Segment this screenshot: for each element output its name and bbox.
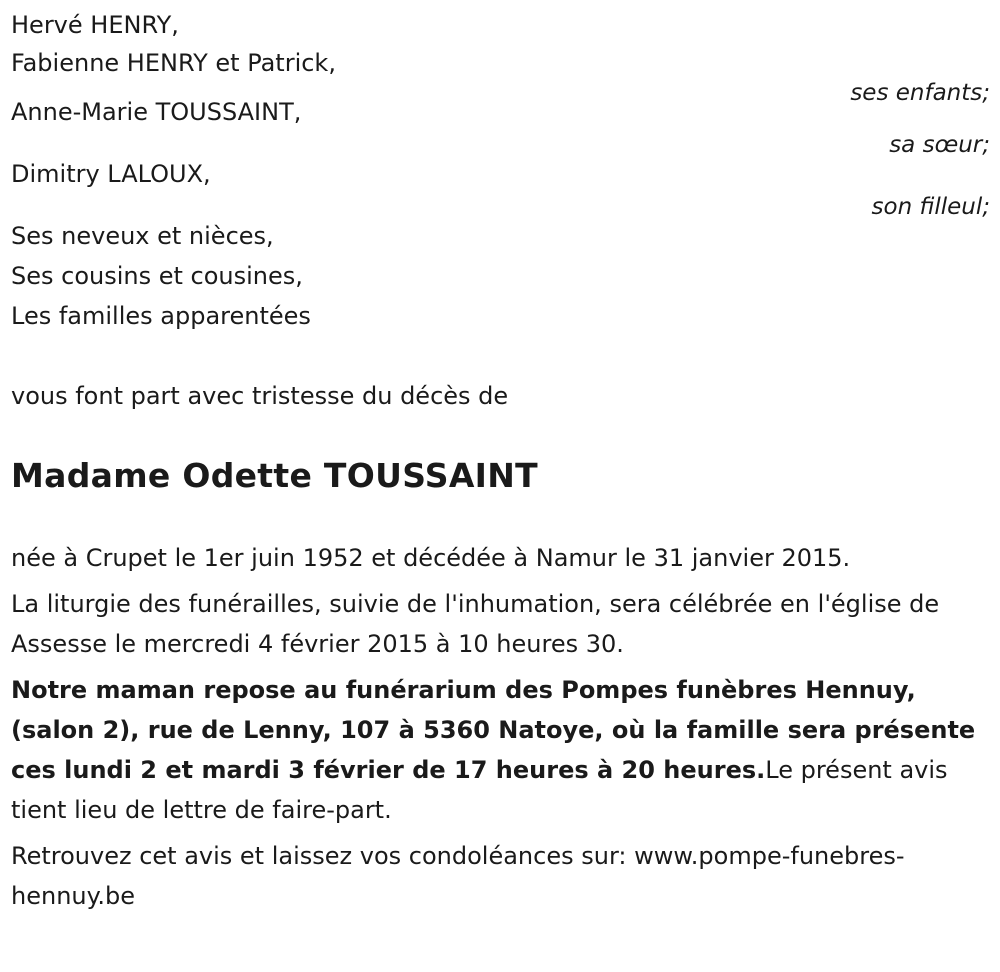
viewing-details: Notre maman repose au funérarium des Pompes funèbres Hennuy, (salon 2), rue de Lenny, 107 à 5360 Natoye, où la famille sera présente ces lundi 2 et mardi 3 février de 17 heures à 20 heures. [11,676,976,784]
announcer-group-children [11,6,990,106]
announcer-name: Anne-Marie TOUSSAINT, [11,98,302,126]
viewing-paragraph [11,670,990,830]
deceased-name: Madame Odette TOUSSAINT [11,456,538,495]
announcer-group-sister [11,92,990,158]
announcer-name: Les familles apparentées [11,302,311,330]
funeral-text: La liturgie des funérailles, suivie de l'inhumation, sera célébrée en l'église de Assesse le mercredi 4 février 2015 à 10 heures 30. [11,590,940,658]
announcer-name: Ses neveux et nièces, [11,222,274,250]
obituary-notice [0,6,1000,972]
relation-label: son filleul; [871,194,990,220]
birth-death-text: née à Crupet le 1er juin 1952 et décédée à Namur le 31 janvier 2015. [11,544,851,572]
announcer-group-godson [11,154,990,220]
condolences-text: Retrouvez cet avis et laissez vos condoléances sur: www.pompe-funebres-hennuy.be [11,842,905,910]
announcer-name: Dimitry LALOUX, [11,160,211,188]
announcer-name: Fabienne HENRY et Patrick, [11,49,336,77]
announcer-group-family [11,216,990,336]
intro-text: vous font part avec tristesse du décès de [11,382,509,410]
announcer-name: Ses cousins et cousines, [11,262,303,290]
viewing-note: Le présent avis tient lieu de lettre de faire-part. [11,756,948,824]
announcer-name: Hervé HENRY, [11,11,179,39]
relation-label: sa sœur; [889,132,990,158]
relation-label: ses enfants; [850,80,990,106]
